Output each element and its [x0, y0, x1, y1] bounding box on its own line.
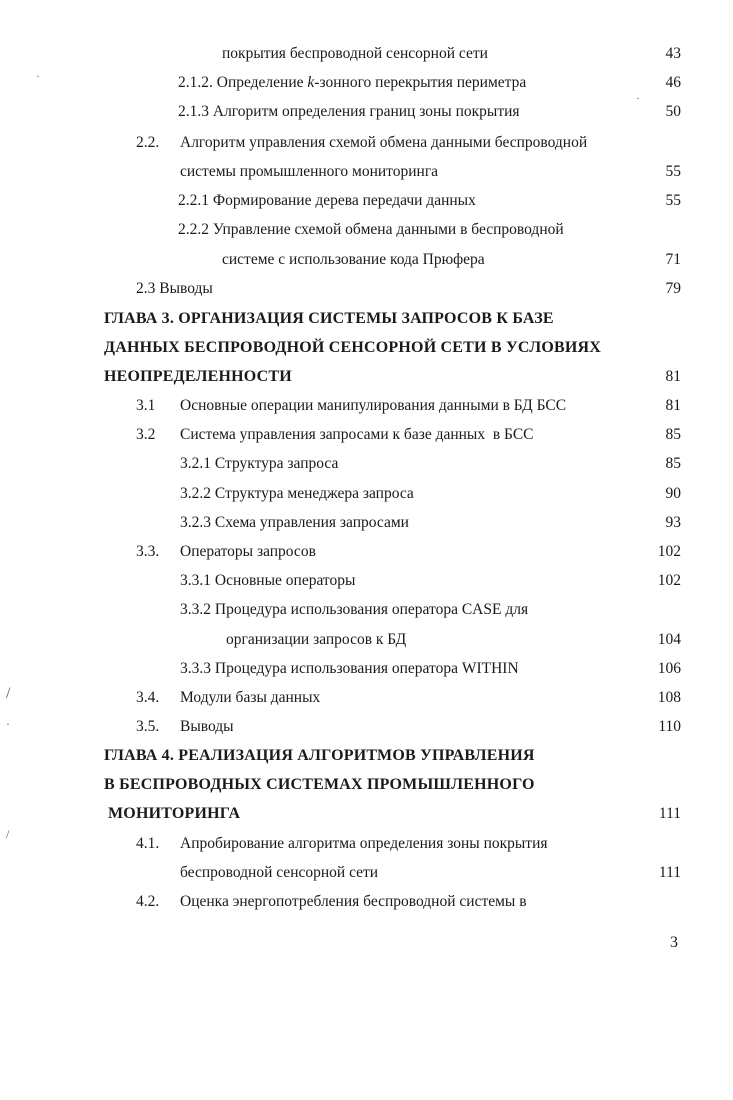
chapter-4-heading-line: МОНИТОРИНГА	[108, 805, 241, 822]
toc-entry-text: Операторы запросов	[180, 543, 316, 560]
toc-entry-page: 85	[665, 455, 681, 472]
toc-entry-text: беспроводной сенсорной сети	[180, 864, 379, 881]
toc-entry-text: 3.2.3 Схема управления запросами	[180, 514, 409, 531]
toc-entry-page: 71	[665, 251, 681, 268]
chapter-4-heading-line: ГЛАВА 4. РЕАЛИЗАЦИЯ АЛГОРИТМОВ УПРАВЛЕНИЯ	[104, 747, 535, 764]
scan-stroke-mark: /	[6, 827, 10, 841]
toc-entry-text: Выводы	[180, 718, 234, 735]
toc-entry-page: 81	[665, 368, 681, 385]
toc-entry-text: 3.3.3 Процедура использования оператора WITHIN	[180, 660, 519, 677]
toc-entry-text-part: 2.1.2. Определение	[178, 74, 308, 91]
toc-entry-page: 104	[657, 631, 681, 648]
toc-entry-page: 111	[658, 864, 681, 881]
page-number: 3	[670, 934, 678, 951]
toc-entry-page: 102	[657, 572, 681, 589]
toc-entry-text: 2.2.1 Формирование дерева передачи данных	[178, 192, 476, 209]
toc-entry-page: 90	[665, 485, 681, 502]
toc-entry-text: системе с использование кода Прюфера	[222, 251, 485, 268]
toc-entry-page: 93	[665, 514, 681, 531]
scan-speck-mark: ·	[36, 69, 40, 83]
toc-entry-number: 3.3.	[136, 543, 160, 560]
toc-entry-text: Оценка энергопотребления беспроводной системы в	[180, 893, 527, 910]
toc-entry-text: Основные операции манипулирования данными в БД БСС	[180, 397, 567, 414]
toc-entry-page: 102	[657, 543, 681, 560]
chapter-4-heading-line: В БЕСПРОВОДНЫХ СИСТЕМАХ ПРОМЫШЛЕННОГО	[104, 776, 535, 793]
chapter-3-heading-line: ДАННЫХ БЕСПРОВОДНОЙ СЕНСОРНОЙ СЕТИ В УСЛОВИЯХ	[104, 339, 602, 356]
toc-entry-number: 4.1.	[136, 835, 160, 852]
toc-entry-page: 43	[665, 45, 681, 62]
toc-entry-text: покрытия беспроводной сенсорной сети	[222, 45, 488, 62]
toc-entry-text: 3.3.1 Основные операторы	[180, 572, 356, 589]
toc-entry-number: 2.2.	[136, 134, 160, 151]
toc-entry-text: 3.2.2 Структура менеджера запроса	[180, 485, 414, 502]
toc-entry-text: 2.3 Выводы	[136, 280, 213, 297]
chapter-3-heading-line: ГЛАВА 3. ОРГАНИЗАЦИЯ СИСТЕМЫ ЗАПРОСОВ К БАЗЕ	[104, 310, 554, 327]
toc-entry-text: 2.2.2 Управление схемой обмена данными в беспроводной	[178, 221, 564, 238]
toc-entry-text: 3.2.1 Структура запроса	[180, 455, 339, 472]
toc-entry-number: 4.2.	[136, 893, 160, 910]
toc-entry-page: 85	[665, 426, 681, 443]
toc-entry-page: 46	[665, 74, 681, 91]
toc-entry-page: 81	[665, 397, 681, 414]
toc-entry-text-part: -зонного перекрытия периметра	[314, 74, 527, 91]
scan-speck-mark: ·	[636, 91, 640, 105]
scan-stroke-mark: /	[6, 685, 11, 702]
toc-entry-text: Апробирование алгоритма определения зоны покрытия	[180, 835, 548, 852]
toc-entry-text: Модули базы данных	[180, 689, 321, 706]
toc-entry-page: 55	[665, 163, 681, 180]
toc-entry-page: 106	[657, 660, 681, 677]
toc-entry-text: системы промышленного мониторинга	[180, 163, 439, 180]
toc-entry-page: 50	[665, 103, 681, 120]
toc-entry-number: 3.2	[136, 426, 156, 443]
toc-entry-number: 3.5.	[136, 718, 160, 735]
toc-entry-page: 55	[665, 192, 681, 209]
toc-entry-number: 3.1	[136, 397, 156, 414]
scan-speck-mark: ·	[6, 717, 10, 731]
toc-entry-page: 79	[665, 280, 681, 297]
toc-entry-number: 3.4.	[136, 689, 160, 706]
toc-entry-page: 108	[657, 689, 681, 706]
toc-entry-page: 111	[658, 805, 681, 822]
toc-entry-text: 2.1.3 Алгоритм определения границ зоны покрытия	[178, 103, 520, 120]
toc-entry-text	[178, 73, 526, 93]
toc-entry-text: Система управления запросами к базе данных в БСС	[180, 426, 534, 443]
toc-entry-text: Алгоритм управления схемой обмена данными беспроводной	[180, 134, 588, 151]
toc-entry-text: 3.3.2 Процедура использования оператора CASE для	[180, 601, 529, 618]
toc-entry-italic-k: k	[307, 74, 315, 91]
toc-entry-text: организации запросов к БД	[226, 631, 407, 648]
chapter-3-heading-line: НЕОПРЕДЕЛЕННОСТИ	[104, 368, 292, 385]
toc-entry-page: 110	[658, 718, 681, 735]
